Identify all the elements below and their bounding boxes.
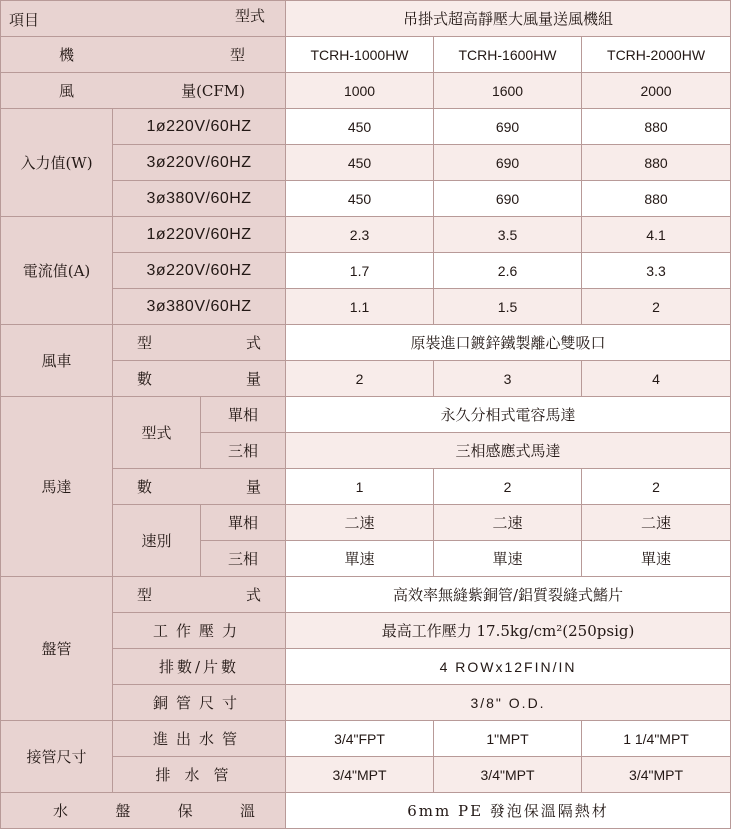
piping-inout-row bbox=[1, 721, 731, 757]
piping-label: 接管尺寸 bbox=[1, 721, 113, 793]
insulation-label-char: 保 bbox=[177, 802, 193, 820]
single-phase-label: 單相 bbox=[201, 397, 286, 433]
current-value: 2.6 bbox=[434, 253, 582, 289]
motor-count-right: 量 bbox=[246, 478, 262, 496]
motor-count-label bbox=[113, 469, 286, 505]
fan-count-value: 3 bbox=[434, 361, 582, 397]
fan-count-right: 量 bbox=[246, 370, 262, 388]
insulation-label-char: 盤 bbox=[115, 802, 131, 820]
input-power-value: 690 bbox=[434, 145, 582, 181]
coil-rows-label: 排數/片數 bbox=[113, 649, 286, 685]
voltage-label: 3ø220V/60HZ bbox=[113, 145, 286, 181]
piping-drain-label: 排水管 bbox=[113, 757, 286, 793]
model-label bbox=[1, 37, 286, 73]
input-power-value: 450 bbox=[286, 181, 434, 217]
motor-count-value: 2 bbox=[434, 469, 582, 505]
motor-speed-value: 二速 bbox=[434, 505, 582, 541]
motor-speed-value: 單速 bbox=[434, 541, 582, 577]
fan-count-value: 4 bbox=[582, 361, 731, 397]
airflow-value: 1600 bbox=[434, 73, 582, 109]
coil-pressure-value: 最高工作壓力 17.5kg/cm²(250psig) bbox=[286, 613, 731, 649]
model-label-right: 型 bbox=[230, 46, 246, 64]
airflow-label-right: 量(CFM) bbox=[181, 82, 246, 100]
airflow-label bbox=[1, 73, 286, 109]
motor-speed-label: 速別 bbox=[113, 505, 201, 577]
three-phase-label: 三相 bbox=[201, 541, 286, 577]
motor-count-value: 2 bbox=[582, 469, 731, 505]
airflow-value: 2000 bbox=[582, 73, 731, 109]
voltage-label: 3ø220V/60HZ bbox=[113, 253, 286, 289]
current-row bbox=[1, 217, 731, 253]
current-value: 1.7 bbox=[286, 253, 434, 289]
motor-speed-value: 單速 bbox=[582, 541, 731, 577]
piping-inout-value: 1"MPT bbox=[434, 721, 582, 757]
input-power-value: 880 bbox=[582, 109, 731, 145]
header-row bbox=[1, 1, 731, 37]
fan-type-right: 式 bbox=[246, 334, 262, 352]
motor-type-single-value: 永久分相式電容馬達 bbox=[286, 397, 731, 433]
input-power-value: 450 bbox=[286, 109, 434, 145]
coil-type-right: 式 bbox=[246, 586, 262, 604]
item-label: 項目 bbox=[9, 11, 40, 29]
motor-type-single-row bbox=[1, 397, 731, 433]
insulation-label-char: 溫 bbox=[239, 802, 255, 820]
current-label: 電流值(A) bbox=[1, 217, 113, 325]
airflow-label-left: 風 bbox=[59, 82, 75, 100]
voltage-label: 3ø380V/60HZ bbox=[113, 181, 286, 217]
input-power-value: 880 bbox=[582, 145, 731, 181]
airflow-row bbox=[1, 73, 731, 109]
voltage-label: 1ø220V/60HZ bbox=[113, 217, 286, 253]
current-value: 2.3 bbox=[286, 217, 434, 253]
fan-type-left: 型 bbox=[137, 334, 153, 352]
input-power-label: 入力值(W) bbox=[1, 109, 113, 217]
insulation-label bbox=[1, 793, 286, 829]
current-value: 1.5 bbox=[434, 289, 582, 325]
coil-tube-label: 銅管尺寸 bbox=[113, 685, 286, 721]
coil-type-left: 型 bbox=[137, 586, 153, 604]
input-power-value: 690 bbox=[434, 181, 582, 217]
insulation-label-char: 水 bbox=[53, 802, 69, 820]
insulation-row bbox=[1, 793, 731, 829]
current-value: 1.1 bbox=[286, 289, 434, 325]
three-phase-label: 三相 bbox=[201, 433, 286, 469]
motor-speed-value: 單速 bbox=[286, 541, 434, 577]
piping-inout-label: 進出水管 bbox=[113, 721, 286, 757]
type-label: 型式 bbox=[235, 7, 266, 25]
piping-drain-value: 3/4"MPT bbox=[434, 757, 582, 793]
coil-type-value: 高效率無縫紫銅管/鋁質裂縫式鰭片 bbox=[286, 577, 731, 613]
fan-type-row bbox=[1, 325, 731, 361]
model-value: TCRH-1000HW bbox=[286, 37, 434, 73]
header-corner-cell bbox=[1, 1, 286, 37]
coil-label: 盤管 bbox=[1, 577, 113, 721]
fan-count-value: 2 bbox=[286, 361, 434, 397]
motor-count-left: 數 bbox=[137, 478, 153, 496]
product-title: 吊掛式超高靜壓大風量送風機組 bbox=[286, 1, 731, 37]
airflow-value: 1000 bbox=[286, 73, 434, 109]
insulation-value: 6mm PE 發泡保溫隔熱材 bbox=[286, 793, 731, 829]
motor-speed-value: 二速 bbox=[582, 505, 731, 541]
input-power-value: 880 bbox=[582, 181, 731, 217]
piping-inout-value: 3/4"FPT bbox=[286, 721, 434, 757]
motor-speed-value: 二速 bbox=[286, 505, 434, 541]
coil-rows-value: 4 ROWx12FIN/IN bbox=[286, 649, 731, 685]
piping-drain-value: 3/4"MPT bbox=[582, 757, 731, 793]
motor-type-three-value: 三相感應式馬達 bbox=[286, 433, 731, 469]
coil-type-label bbox=[113, 577, 286, 613]
input-power-value: 690 bbox=[434, 109, 582, 145]
motor-type-label: 型式 bbox=[113, 397, 201, 469]
fan-label: 風車 bbox=[1, 325, 113, 397]
single-phase-label: 單相 bbox=[201, 505, 286, 541]
model-row bbox=[1, 37, 731, 73]
current-value: 2 bbox=[582, 289, 731, 325]
current-value: 3.3 bbox=[582, 253, 731, 289]
piping-drain-value: 3/4"MPT bbox=[286, 757, 434, 793]
model-label-left: 機 bbox=[59, 46, 75, 64]
fan-type-value: 原裝進口鍍鋅鐵製離心雙吸口 bbox=[286, 325, 731, 361]
motor-count-value: 1 bbox=[286, 469, 434, 505]
piping-inout-value: 1 1/4"MPT bbox=[582, 721, 731, 757]
fan-count-left: 數 bbox=[137, 370, 153, 388]
input-power-value: 450 bbox=[286, 145, 434, 181]
voltage-label: 3ø380V/60HZ bbox=[113, 289, 286, 325]
input-power-row bbox=[1, 109, 731, 145]
coil-tube-value: 3/8" O.D. bbox=[286, 685, 731, 721]
fan-count-label bbox=[113, 361, 286, 397]
current-value: 4.1 bbox=[582, 217, 731, 253]
fan-type-label bbox=[113, 325, 286, 361]
current-value: 3.5 bbox=[434, 217, 582, 253]
coil-pressure-label: 工作壓力 bbox=[113, 613, 286, 649]
coil-type-row bbox=[1, 577, 731, 613]
motor-label: 馬達 bbox=[1, 397, 113, 577]
voltage-label: 1ø220V/60HZ bbox=[113, 109, 286, 145]
model-value: TCRH-2000HW bbox=[582, 37, 731, 73]
model-value: TCRH-1600HW bbox=[434, 37, 582, 73]
